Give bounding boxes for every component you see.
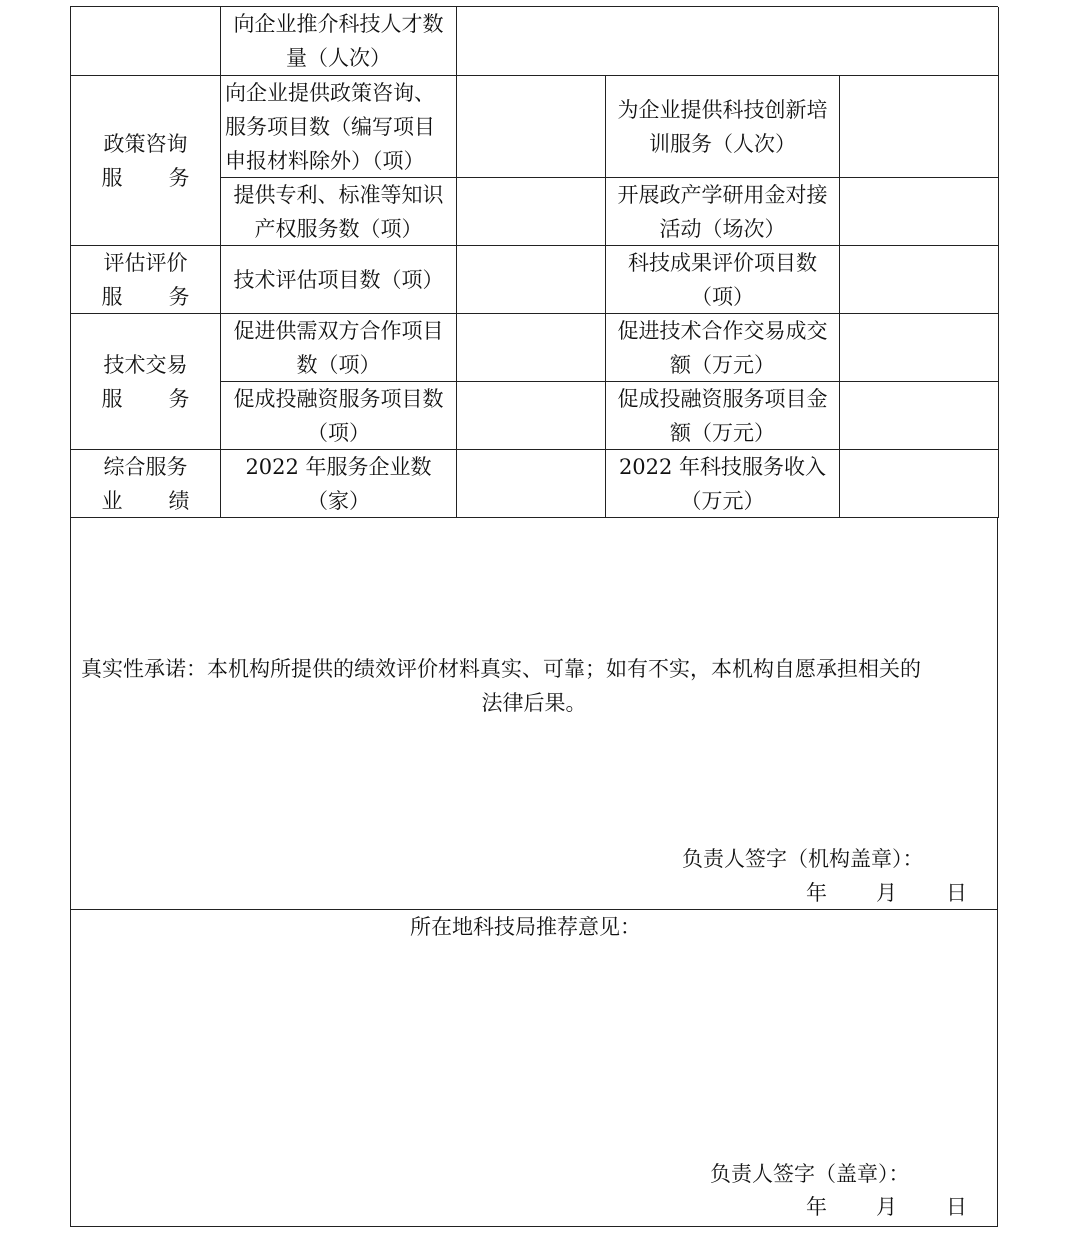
empty-category-cell (71, 7, 221, 76)
recommendation-title: 所在地科技局推荐意见： (410, 915, 641, 939)
recommendation-section (70, 910, 998, 1227)
commitment-text (81, 652, 987, 720)
date-day: 日 (946, 1195, 967, 1219)
category-eval-line1: 评估评价 (103, 250, 188, 275)
financing-projects-value[interactable] (457, 382, 606, 450)
enterprises-served-value[interactable] (457, 450, 606, 518)
commitment-signature-label: 负责人签字（机构盖章）： (682, 847, 924, 871)
matchmaking-label: 开展政产学研用金对接活动（场次） (606, 178, 840, 246)
cooperation-projects-value[interactable] (457, 314, 606, 382)
ip-service-value[interactable] (457, 178, 606, 246)
date-year: 年 (806, 881, 827, 905)
category-policy-char1: 服 (101, 165, 123, 190)
trade-amount-value[interactable] (840, 314, 999, 382)
achievement-eval-value[interactable] (840, 246, 999, 314)
achievement-eval-label: 科技成果评价项目数（项） (606, 246, 840, 314)
commitment-date (806, 876, 967, 910)
talent-value[interactable] (457, 7, 999, 76)
date-month: 月 (876, 1195, 897, 1219)
ip-service-label: 提供专利、标准等知识产权服务数（项） (221, 178, 457, 246)
tech-eval-label: 技术评估项目数（项） (221, 246, 457, 314)
category-performance (71, 450, 221, 518)
category-perf-char1: 业 (101, 488, 123, 513)
policy-items-value[interactable] (457, 76, 606, 178)
category-eval-char1: 服 (101, 284, 123, 309)
category-policy-char2: 务 (168, 165, 190, 190)
category-perf-line1: 综合服务 (103, 454, 188, 479)
tech-eval-value[interactable] (457, 246, 606, 314)
date-month: 月 (876, 881, 897, 905)
recommendation-date (806, 1190, 967, 1224)
financing-amount-value[interactable] (840, 382, 999, 450)
recommendation-signature-label: 负责人签字（盖章）： (710, 1162, 910, 1186)
category-trade (71, 314, 221, 450)
cooperation-projects-label: 促进供需双方合作项目数（项） (221, 314, 457, 382)
category-eval-char2: 务 (168, 284, 190, 309)
category-policy (71, 76, 221, 246)
matchmaking-value[interactable] (840, 178, 999, 246)
category-policy-line1: 政策咨询 (103, 131, 188, 156)
enterprises-served-label: 2022 年服务企业数（家） (221, 450, 457, 518)
commitment-line2: 法律后果。 (481, 691, 587, 715)
date-day: 日 (946, 881, 967, 905)
category-trade-line1: 技术交易 (103, 352, 188, 377)
financing-amount-label: 促成投融资服务项目金额（万元） (606, 382, 840, 450)
category-perf-char2: 绩 (168, 488, 190, 513)
commitment-line1: 真实性承诺：本机构所提供的绩效评价材料真实、可靠；如有不实，本机构自愿承担相关的 (81, 657, 921, 681)
training-value[interactable] (840, 76, 999, 178)
category-trade-char2: 务 (168, 386, 190, 411)
trade-amount-label: 促进技术合作交易成交额（万元） (606, 314, 840, 382)
category-evaluation (71, 246, 221, 314)
service-income-value[interactable] (840, 450, 999, 518)
commitment-section (70, 517, 998, 910)
performance-table (70, 6, 998, 517)
training-label: 为企业提供科技创新培训服务（人次） (606, 76, 840, 178)
category-trade-char1: 服 (101, 386, 123, 411)
date-year: 年 (806, 1195, 827, 1219)
financing-projects-label: 促成投融资服务项目数（项） (221, 382, 457, 450)
policy-items-label: 向企业提供政策咨询、服务项目数（编写项目申报材料除外）（项） (221, 76, 457, 178)
talent-label: 向企业推介科技人才数量（人次） (221, 7, 457, 76)
service-income-label: 2022 年科技服务收入（万元） (606, 450, 840, 518)
